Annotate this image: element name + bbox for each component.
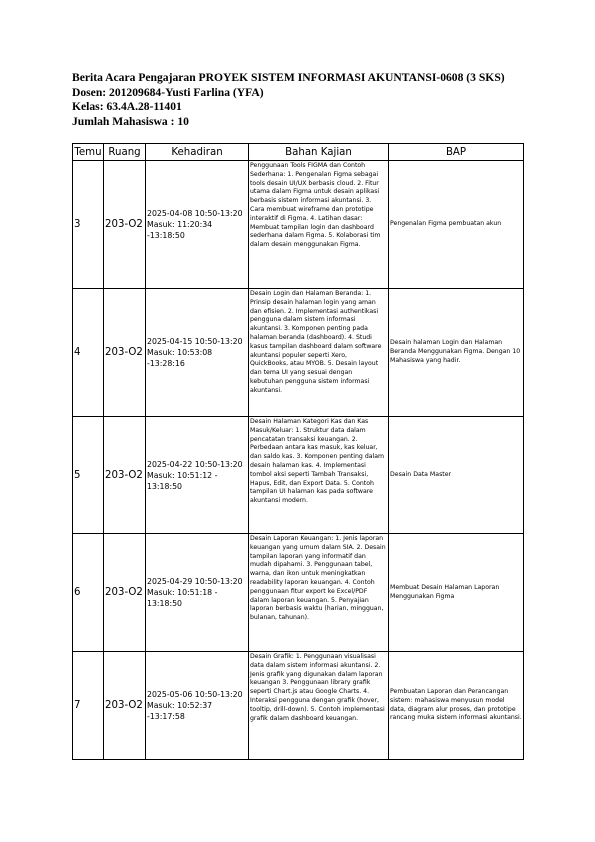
bap-cell: Desain halaman Login dan Halaman Beranda Menggunakan Figma. Dengan 10 Mahasiswa yang hadir. bbox=[389, 289, 524, 417]
jadwal-text: 2025-04-29 10:50-13:20 bbox=[147, 577, 243, 586]
ruang-cell: 203-O2 bbox=[104, 534, 146, 652]
jadwal-text: 2025-04-08 10:50-13:20 bbox=[147, 209, 243, 218]
kehadiran-cell bbox=[146, 161, 249, 289]
header-bap: BAP bbox=[389, 144, 524, 161]
masuk-text: Masuk: 10:51:12 - 13:18:50 bbox=[147, 470, 218, 491]
bap-cell: Pengenalan Figma pembuatan akun bbox=[389, 161, 524, 289]
bahan-kajian-cell: Desain Grafik: 1. Penggunaan visualisasi data dalam sistem informasi akuntansi. 2. Jenis grafik yang digunakan dalam laporan keuangan 3. Penggunaan library grafik seperti Chart.js atau Google Charts. 4. Interaksi pengguna dengan grafik (hover, tooltip, drill-down). 5. Contoh implementasi grafik dalam dashboard keuangan. bbox=[249, 652, 389, 760]
table-row bbox=[73, 161, 524, 289]
temu-cell: 5 bbox=[73, 417, 104, 534]
bap-cell: Pembuatan Laporan dan Perancangan sistem: mahasiswa menyusun model data, diagram alur proses, dan prototipe rancang muka sistem informasi akuntansi. bbox=[389, 652, 524, 760]
masuk-text: Masuk: 10:53:08 -13:28:16 bbox=[147, 348, 213, 368]
temu-cell: 7 bbox=[73, 652, 104, 760]
masuk-text: Masuk: 11:20:34 -13:18:50 bbox=[147, 220, 213, 240]
masuk-text: Masuk: 10:52:37 -13:17:58 bbox=[147, 701, 213, 721]
ruang-cell: 203-O2 bbox=[104, 289, 146, 417]
bahan-kajian-cell: Desain Login dan Halaman Beranda: 1. Prinsip desain halaman login yang aman dan efisien. 2. Implementasi authentikasi pengguna dalam sistem informasi akuntansi. 3. Komponen penting pada halaman beranda (dashboard). 4. Studi kasus tampilan dashboard dalam software akuntansi populer seperti Xero, QuickBooks, atau MYOB. 5. Desain layout dan tema UI yang sesuai dengan kebutuhan pengguna sistem informasi akuntansi. bbox=[249, 289, 389, 417]
table-row bbox=[73, 417, 524, 534]
masuk-text: Masuk: 10:51:18 - 13:18:50 bbox=[147, 588, 218, 608]
jadwal-text: 2025-05-06 10:50-13:20 bbox=[147, 690, 243, 699]
table-row bbox=[73, 289, 524, 417]
header-ruang: Ruang bbox=[104, 144, 146, 161]
bahan-kajian-cell: Desain Halaman Kategori Kas dan Kas Masuk/Keluar: 1. Struktur data dalam pencatatan transaksi keuangan. 2. Perbedaan antara kas masuk, kas keluar, dan saldo kas. 3. Komponen penting dalam desain halaman kas. 4. Implementasi tombol aksi seperti Tambah Transaksi, Hapus, Edit, dan Export Data. 5. Contoh tampilan UI halaman kas pada software akuntansi modern. bbox=[249, 417, 389, 534]
attendance-table bbox=[72, 143, 524, 760]
table-header-row bbox=[73, 144, 524, 161]
table-row bbox=[73, 652, 524, 760]
bap-cell: Membuat Desain Halaman Laporan Menggunakan Figma bbox=[389, 534, 524, 652]
ruang-cell: 203-O2 bbox=[104, 417, 146, 534]
kehadiran-cell bbox=[146, 534, 249, 652]
bap-cell: Desain Data Master bbox=[389, 417, 524, 534]
jadwal-text: 2025-04-22 10:50-13:20 bbox=[147, 459, 243, 469]
ruang-cell: 203-O2 bbox=[104, 161, 146, 289]
course-title: Berita Acara Pengajaran PROYEK SISTEM INFORMASI AKUNTANSI-0608 (3 SKS) bbox=[72, 71, 505, 84]
temu-cell: 6 bbox=[73, 534, 104, 652]
header-temu: Temu bbox=[73, 144, 104, 161]
temu-cell: 3 bbox=[73, 161, 104, 289]
header-bahan-kajian: Bahan Kajian bbox=[249, 144, 389, 161]
kehadiran-cell bbox=[146, 417, 249, 534]
jadwal-text: 2025-04-15 10:50-13:20 bbox=[147, 337, 243, 346]
bahan-kajian-cell: Penggunaan Tools FIGMA dan Contoh Sederhana: 1. Pengenalan Figma sebagai tools desain UI/UX berbasis cloud. 2. Fitur utama dalam Figma untuk desain aplikasi berbasis sistem informasi akuntansi. 3. Cara membuat wireframe dan prototipe interaktif di Figma. 4. Latihan dasar: Membuat tampilan login dan dashboard sederhana dalam Figma. 5. Kolaborasi tim dalam desain menggunakan Figma. bbox=[249, 161, 389, 289]
ruang-cell: 203-O2 bbox=[104, 652, 146, 760]
student-count-line: Jumlah Mahasiswa : 10 bbox=[72, 114, 189, 128]
kehadiran-cell bbox=[146, 289, 249, 417]
bahan-kajian-cell: Desain Laporan Keuangan: 1. Jenis laporan keuangan yang umum dalam SIA. 2. Desain tampilan laporan yang informatif dan mudah dipahami. 3. Penggunaan tabel, warna, dan ikon untuk meningkatkan readability laporan keuangan. 4. Contoh penggunaan fitur export ke Excel/PDF dalam laporan keuangan. 5. Penyajian laporan berbasis waktu (harian, mingguan, bulanan, tahunan). bbox=[249, 534, 389, 652]
temu-cell: 4 bbox=[73, 289, 104, 417]
document-header bbox=[72, 71, 532, 129]
kehadiran-cell bbox=[146, 652, 249, 760]
header-kehadiran: Kehadiran bbox=[146, 144, 249, 161]
lecturer-line: Dosen: 201209684-Yusti Farlina (YFA) bbox=[72, 85, 264, 99]
table-row bbox=[73, 534, 524, 652]
class-line: Kelas: 63.4A.28-11401 bbox=[72, 100, 182, 114]
